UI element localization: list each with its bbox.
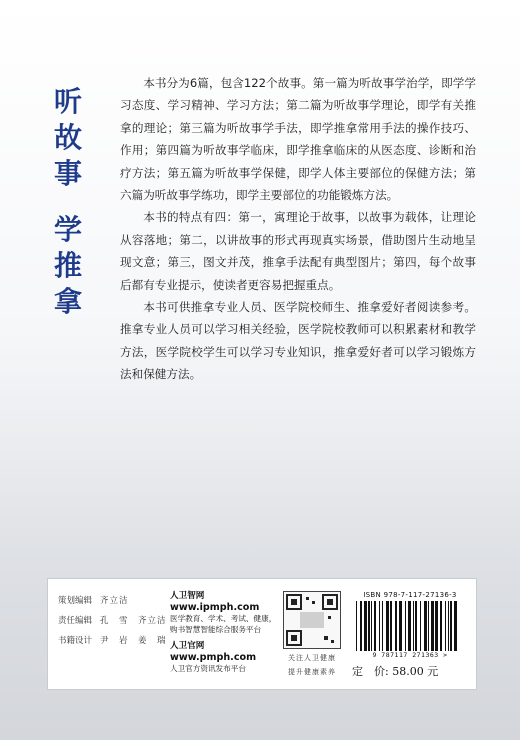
credit-role: 书籍设计	[58, 636, 93, 646]
barcode-icon	[352, 601, 468, 651]
editor-credits	[58, 591, 167, 651]
title-line-2: 学推拿	[53, 213, 82, 318]
credit-row	[58, 591, 167, 611]
credit-name: 孔 雪 齐立洁	[100, 616, 167, 626]
publisher-site-url[interactable]: www.ipmph.com	[170, 602, 260, 613]
credit-name: 尹 岩 姜 瑞	[100, 636, 167, 646]
qr-code-block	[282, 591, 342, 677]
price-value: 58.00 元	[392, 665, 439, 678]
credit-row	[58, 611, 167, 631]
qr-caption: 提升健康素养	[288, 668, 336, 676]
isbn-block	[352, 591, 468, 679]
publication-info-panel	[47, 578, 477, 690]
credit-role: 策划编辑	[58, 596, 93, 606]
price	[352, 663, 468, 679]
title-line-1: 听故事	[53, 85, 82, 190]
publisher-site-description: 医学教育、学术、考试、健康，购书智慧智能综合服务平台	[170, 614, 277, 634]
publisher-site-url[interactable]: www.pmph.com	[170, 652, 257, 663]
description-paragraph: 本书可供推拿专业人员、医学院校师生、推拿爱好者阅读参考。推拿专业人员可以学习相关经验，医学院校教师可以积累素材和教学方法，医学院校学生可以学习专业知识，推拿爱好者可以学习锻炼方法和保健方法。	[120, 300, 476, 382]
qr-code-icon[interactable]	[283, 591, 341, 649]
description-paragraph: 本书分为6篇，包含122个故事。第一篇为听故事学治学，即学学习态度、学习精神、学习方法；第二篇为听故事学理论，即学有关推拿的理论；第三篇为听故事学手法，即学推拿常用手法的操作技巧、作用；第四篇为听故事学临床，即学推拿临床的从医态度、诊断和治疗方法；第五篇为听故事学保健，即学人体主要部位的保健方法；第六篇为听故事学练功，即学主要部位的功能锻炼方法。	[120, 76, 476, 203]
qr-caption: 关注人卫健康	[288, 654, 336, 662]
publisher-site-description: 人卫官方资讯发布平台	[170, 664, 246, 673]
price-label: 定 价:	[352, 665, 389, 678]
barcode-digits: 9 787117 271363 >	[372, 651, 448, 659]
publisher-site-name: 人卫官网	[170, 641, 205, 651]
publisher-site-name: 人卫智网	[170, 591, 205, 601]
description-paragraph: 本书的特点有四：第一，寓理论于故事，以故事为载体，让理论从容落地；第二，以讲故事的形式再现真实场景，借助图片生动地呈现文意；第三，图文并茂，推拿手法配有典型图片；第四，每个故事后都有专业提示，使读者更容易把握重点。	[120, 210, 476, 292]
isbn-text: ISBN 978-7-117-27136-3	[363, 591, 457, 599]
credit-name: 齐立洁	[100, 596, 129, 606]
credit-row	[58, 631, 167, 651]
publisher-info	[170, 591, 278, 674]
book-description	[120, 72, 476, 386]
credit-role: 责任编辑	[58, 616, 93, 626]
